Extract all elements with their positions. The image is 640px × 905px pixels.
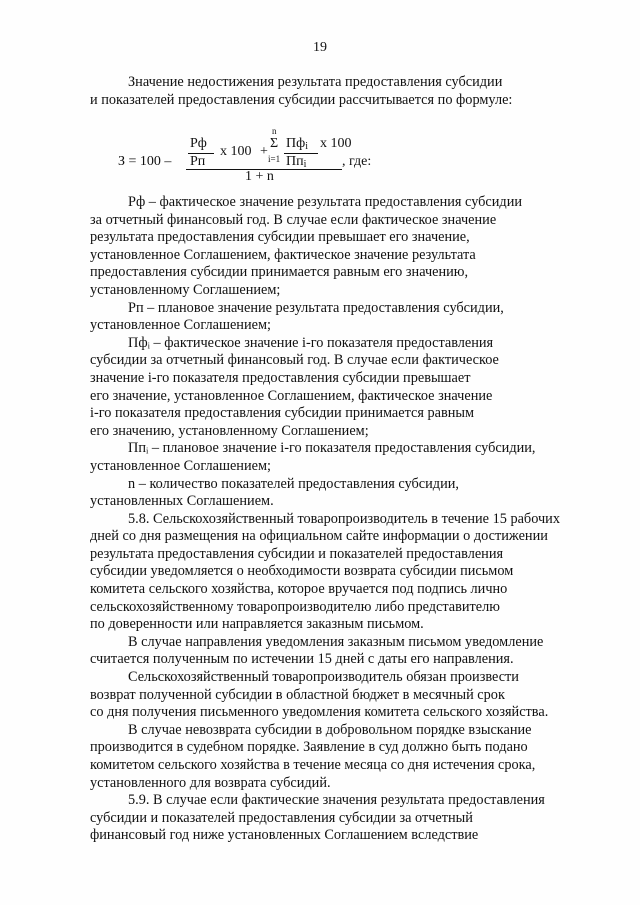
text-line: дней со дня размещения на официальном сайте информации о достижении (90, 528, 548, 545)
text-line: В случае невозврата субсидии в добровольном порядке взыскание (128, 721, 532, 738)
formula-times-2: х 100 (320, 136, 352, 151)
intro-line-2: и показателей предоставления субсидии рассчитывается по формуле: (90, 91, 513, 108)
text-line: предоставления субсидии принимается равным его значению, (90, 264, 469, 281)
text-line: 5.8. Сельскохозяйственный товаропроизводитель в течение 15 рабочих (128, 510, 560, 527)
text-line: установленное Соглашением, фактическое значение результата (90, 246, 476, 263)
formula-sum-upper: n (272, 126, 277, 136)
text-line: n – количество показателей предоставления субсидии, (128, 475, 459, 492)
formula-sigma: Σ (270, 136, 279, 151)
text-line: субсидии за отчетный финансовый год. В случае если фактическое (90, 352, 499, 369)
text-line: результата предоставления субсидии и показателей предоставления (90, 545, 504, 562)
text-line: по доверенности или направляется заказным письмом. (90, 616, 424, 633)
text-line: Пфᵢ – фактическое значение i-го показателя предоставления (128, 334, 494, 351)
text-line: Ппᵢ – плановое значение i-го показателя предоставления субсидии, (128, 440, 536, 457)
formula-frac2-denominator (286, 154, 306, 170)
text-line: за отчетный финансовый год. В случае если фактическое значение (90, 211, 497, 228)
paragraph (90, 476, 578, 511)
paragraph (90, 335, 578, 441)
text-line: со дня получения письменного уведомления комитета сельского хозяйства. (90, 704, 549, 721)
formula-frac2-num-sub: i (305, 141, 308, 152)
text-line: комитета сельского хозяйства, которое вручается под подпись лично (90, 581, 508, 598)
text-line: установленное Соглашением; (90, 457, 271, 474)
text-line: производится в судебном порядке. Заявление в суд должно быть подано (90, 739, 528, 756)
formula-frac2-den-text: Пп (286, 154, 304, 169)
formula-lhs: З = 100 – (118, 154, 172, 169)
paragraph (90, 634, 578, 669)
text-line: установленных Соглашением. (90, 493, 274, 510)
paragraph (90, 440, 578, 475)
text-line: установленного для возврата субсидий. (90, 774, 331, 791)
text-line: Сельскохозяйственный товаропроизводитель обязан произвести (128, 669, 519, 686)
text-line: i-го показателя предоставления субсидии принимается равным (90, 405, 475, 422)
text-line: комитетом сельского хозяйства в течение месяца со дня истечения срока, (90, 757, 536, 773)
text-line: Рф – фактическое значение результата предоставления субсидии (128, 194, 523, 210)
paragraph (90, 194, 578, 300)
formula-sum-lower: i=1 (268, 154, 281, 164)
text-line: значение i-го показателя предоставления субсидии превышает (90, 369, 471, 386)
text-line: субсидии уведомляется о необходимости возврата субсидии письмом (90, 563, 514, 580)
text-line: субсидии и показателей предоставления субсидии за отчетный (90, 809, 473, 826)
paragraph (90, 669, 578, 722)
text-line: результата предоставления субсидии превышает его значение, (90, 229, 470, 246)
text-line: считается полученным по истечении 15 дней с даты его направления. (90, 651, 514, 668)
formula-frac2-num-text: Пф (286, 136, 306, 151)
formula-frac1-denominator: Рп (190, 154, 206, 169)
formula-plus: + (260, 144, 268, 159)
page-number: 19 (313, 40, 327, 55)
paragraph (90, 792, 578, 845)
formula-denominator: 1 + n (245, 169, 274, 184)
paragraph (90, 722, 578, 792)
main-text (90, 194, 578, 845)
text-line: 5.9. В случае если фактические значения результата предоставления (128, 792, 545, 809)
text-line: финансовый год ниже установленных Соглашением вследствие (90, 827, 479, 844)
formula (108, 128, 568, 184)
intro-line-1: Значение недостижения результата предоставления субсидии (128, 74, 503, 90)
text-line: сельскохозяйственному товаропроизводителю либо представителю (90, 598, 500, 615)
formula-frac1-numerator: Рф (190, 136, 207, 151)
text-line: его значению, установленному Соглашением; (90, 422, 369, 439)
text-line: В случае направления уведомления заказным письмом уведомление (128, 633, 544, 650)
text-line: его значение, установленное Соглашением, фактическое значение (90, 387, 493, 404)
text-line: установленное Соглашением; (90, 317, 271, 334)
intro-paragraph (90, 74, 578, 109)
formula-tail: , где: (342, 154, 372, 169)
text-line: Рп – плановое значение результата предоставления субсидии, (128, 299, 504, 316)
text-line: установленному Соглашением; (90, 281, 281, 298)
formula-frac2-den-sub: i (303, 159, 307, 170)
formula-frac2-numerator (286, 136, 308, 152)
paragraph (90, 300, 578, 335)
paragraph (90, 511, 578, 634)
formula-times-1: х 100 (220, 144, 252, 159)
text-line: возврат полученной субсидии в областной бюджет в месячный срок (90, 686, 505, 703)
